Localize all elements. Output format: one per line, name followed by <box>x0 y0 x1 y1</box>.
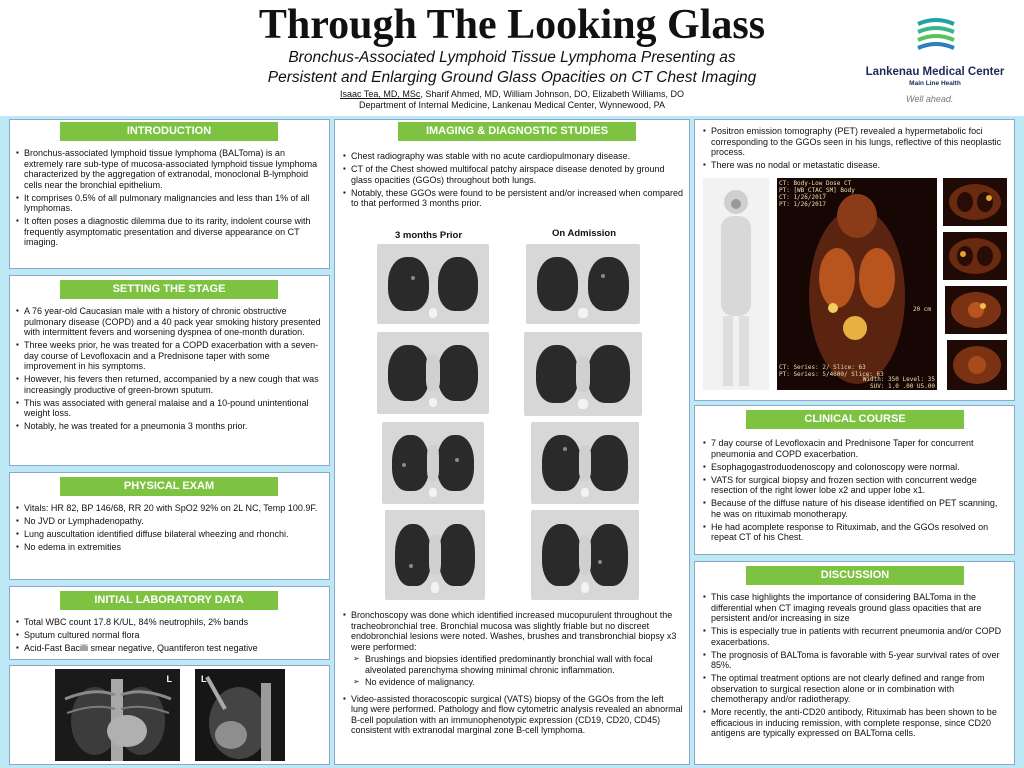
overlay-line: PT: [WB_CTAC_SM] Body <box>779 187 855 194</box>
overlay-line: Width: 350 Level: 35 <box>862 376 935 383</box>
pet-list <box>703 126 1008 173</box>
discussion-list <box>703 592 1008 741</box>
xray-side-marker: L <box>166 674 172 684</box>
overlay-line: CT: Body-Low Dose CT <box>779 180 852 187</box>
exam-title: PHYSICAL EXAM <box>60 477 278 496</box>
stage-title: SETTING THE STAGE <box>60 280 278 299</box>
overlay-line: PT: 1/26/2017 <box>779 201 826 208</box>
xray-side-marker: L <box>201 674 207 684</box>
course-title: CLINICAL COURSE <box>746 410 964 429</box>
list-item: ▪ Total WBC count 17.8 K/UL, 84% neutrophils, 2% bands <box>16 617 324 628</box>
overlay-line: CT: Series: 2/ Slice: 63 <box>779 364 866 371</box>
pet-axial-image-1 <box>943 178 1007 226</box>
labs-panel <box>9 586 330 660</box>
chest-xray-pa-image <box>55 669 180 761</box>
list-item: ▪ It comprises 0.5% of all pulmonary malignancies and less than 1% of all lymphomas. <box>16 193 324 214</box>
list-item: ▪ Chest radiography was stable with no acute cardiopulmonary disease. <box>343 151 683 162</box>
list-item: ▪ Notably, these GGOs were found to be persistent and/or increased when compared to that performed 3 months prior. <box>343 188 683 209</box>
introduction-title: INTRODUCTION <box>60 122 278 141</box>
list-item: ▪ VATS for surgical biopsy and frozen section with concurrent wedge resection of the right lower lobe x2 and upper lobe x1. <box>703 475 1008 496</box>
list-item <box>343 610 683 688</box>
list-item: ▪ It often poses a diagnostic dilemma due to its rarity, indolent course with frequently asymptomatic presentation and diverse appearance on CT imaging. <box>16 216 324 248</box>
list-item: ▪ Acid-Fast Bacilli smear negative, Quantiferon test negative <box>16 643 324 654</box>
list-item: ▪ Esophagogastroduodenoscopy and colonoscopy were normal. <box>703 462 1008 473</box>
ct-image-prior-4 <box>385 510 485 600</box>
ct-image-prior-3 <box>382 422 484 504</box>
ct-image-admission-3 <box>531 422 639 504</box>
discussion-panel <box>694 561 1015 765</box>
subtitle-line-1: Bronchus-Associated Lymphoid Tissue Lymphoma Presenting as <box>288 49 736 66</box>
pet-ct-fusion-image <box>777 178 937 390</box>
list-item: ▪ 7 day course of Levofloxacin and Prednisone Taper for concurrent pneumonia and COPD exacerbation. <box>703 438 1008 459</box>
course-panel <box>694 405 1015 555</box>
list-item: ▪ This is especially true in patients with recurrent pneumonia and/or COPD exacerbations. <box>703 626 1008 647</box>
caption-on-admission: On Admission <box>552 228 617 239</box>
logo-subname: Main Line Health <box>909 80 961 87</box>
imaging-title: IMAGING & DIAGNOSTIC STUDIES <box>398 122 636 141</box>
list-item: ▪ Bronchus-associated lymphoid tissue lymphoma (BALToma) is an extremely rare sub-type of mucosa-associated lymphoid tissue lymphoma characterized by the aggregation of extranodal, monoclonal B-lymphoid cells near the bronchial epithelium. <box>16 148 324 190</box>
pet-axial-image-2 <box>943 232 1007 280</box>
department: Department of Internal Medicine, Lankenau Medical Center, Wynnewood, PA <box>359 100 665 110</box>
bronchoscopy-findings <box>351 654 683 688</box>
list-item: ▪ Positron emission tomography (PET) revealed a hypermetabolic foci corresponding to the GGOs seen in his lungs, reflective of this neoplastic process. <box>703 126 1008 158</box>
pet-fusion-drawing <box>777 178 937 390</box>
exam-panel <box>9 472 330 580</box>
stage-panel <box>9 275 330 466</box>
list-item: ▪ A 76 year-old Caucasian male with a history of chronic obstructive pulmonary disease (COPD) and a 40 pack year smoking history presented with intermittent fevers and worsening dyspnea of one-month duration. <box>16 306 324 338</box>
logo-name: Lankenau Medical Center <box>865 66 1005 78</box>
pet-axial-image-4 <box>947 340 1007 390</box>
list-item: ▪ Three weeks prior, he was treated for a COPD exacerbation with a seven-day course of Levofloxacin and a Prednisone taper with some improvement in his symptoms. <box>16 340 324 372</box>
list-item: ▪ More recently, the anti-CD20 antibody, Rituximab has been shown to be efficacious in inducing remission, with complete response, since CD20 antigens are typically expressed on BALToma cells. <box>703 707 1008 739</box>
pet-panel <box>694 119 1015 401</box>
exam-list <box>16 503 324 555</box>
overlay-line: SUV: 1.0 .00 U5.00 <box>869 383 935 390</box>
authors <box>200 89 824 100</box>
other-authors: , Sharif Ahmed, MD, William Johnson, DO, Elizabeth Williams, DO <box>420 89 684 99</box>
xray-pa-drawing <box>55 669 180 761</box>
list-item: ▪ The prognosis of BALToma is favorable with 5-year survival rates of over 85%. <box>703 650 1008 671</box>
imaging-list <box>343 151 683 211</box>
caption-3-months-prior: 3 months Prior <box>395 230 463 241</box>
subtitle-line-2: Persistent and Enlarging Ground Glass Opacities on CT Chest Imaging <box>267 69 757 86</box>
poster-subtitle <box>200 48 824 88</box>
list-item: ▪ Video-assisted thoracoscopic surgical (VATS) biopsy of the GGOs from the left lung were performed. Pathology and flow cytometric analysis revealed an abnormal B-cell population with an immunophenotypic expression (CD19, CD20, CD45) consistent with extranodal marginal zone B-cell lymphoma. <box>343 694 683 736</box>
list-item: ➢ Brushings and biopsies identified predominantly bronchial wall with focal alveolated parenchyma showing minimal chronic inflammation. <box>351 654 683 675</box>
labs-list <box>16 617 324 656</box>
pet-axial-image-3 <box>945 286 1007 334</box>
list-item: ▪ However, his fevers then returned, accompanied by a new cough that was increasingly productive of green-brown sputum. <box>16 374 324 395</box>
poster-header <box>0 0 1024 116</box>
list-item: ▪ This case highlights the importance of considering BALToma in the differential when CT imaging reveals ground glass opacities that are persistent and/or increasing in size <box>703 592 1008 624</box>
ct-image-admission-4 <box>531 510 639 600</box>
bronchoscopy-text: Bronchoscopy was done which identified increased mucopurulent throughout the tracheobronchial tree. Bronchial mucosa was slightly friable but no discreet endobronchial lesions were noted. Washes, brushes and transbronchial biopsy x3 were performed: <box>351 610 677 652</box>
xray-panel <box>9 665 330 765</box>
xray-lateral-drawing <box>195 669 285 761</box>
stage-list <box>16 306 324 434</box>
list-item: ➢ No evidence of malignancy. <box>351 677 683 688</box>
list-item: ▪ No JVD or Lymphadenopathy. <box>16 516 324 527</box>
list-item: ▪ This was associated with general malaise and a 10-pound unintentional weight loss. <box>16 398 324 419</box>
imaging-panel <box>334 119 690 765</box>
first-author: Isaac Tea, MD, MSc <box>340 89 421 99</box>
introduction-panel <box>9 119 330 269</box>
poster-title: Through The Looking Glass <box>258 2 766 48</box>
pet-mip-drawing <box>703 178 769 390</box>
procedure-list <box>343 610 683 738</box>
ct-image-prior-1 <box>377 244 489 324</box>
discussion-title: DISCUSSION <box>746 566 964 585</box>
list-item: ▪ The optimal treatment options are not clearly defined and range from observation to surgical resection alone or in combination with chemotherapy and/or radiotherapy. <box>703 673 1008 705</box>
logo-tagline: Well ahead. <box>906 94 954 104</box>
list-item: ▪ There was no nodal or metastatic disease. <box>703 160 1008 171</box>
ct-image-admission-2 <box>524 332 642 416</box>
ct-image-prior-2 <box>377 332 489 414</box>
introduction-list <box>16 148 324 250</box>
list-item: ▪ Vitals: HR 82, BP 146/68, RR 20 with SpO2 92% on 2L NC, Temp 100.9F. <box>16 503 324 514</box>
list-item: ▪ Sputum cultured normal flora <box>16 630 324 641</box>
overlay-line: CT: 1/26/2017 <box>779 194 826 201</box>
hospital-logo <box>860 14 1010 104</box>
labs-title: INITIAL LABORATORY DATA <box>60 591 278 610</box>
list-item: ▪ CT of the Chest showed multifocal patchy airspace disease denoted by ground glass opacities (GGOs) throughout both lungs. <box>343 164 683 185</box>
list-item: ▪ Because of the diffuse nature of his disease identified on PET scanning, he was on rituximab monotherapy. <box>703 498 1008 519</box>
list-item: ▪ Lung auscultation identified diffuse bilateral wheezing and rhonchi. <box>16 529 324 540</box>
pet-mip-image <box>703 178 769 390</box>
logo-mark-icon <box>914 14 958 52</box>
ct-image-admission-1 <box>526 244 640 324</box>
list-item: ▪ Notably, he was treated for a pneumonia 3 months prior. <box>16 421 324 432</box>
chest-xray-lateral-image <box>195 669 285 761</box>
list-item: ▪ No edema in extremities <box>16 542 324 553</box>
overlay-line: PT: Series: 5/4600/ Slice: 63 <box>779 371 884 378</box>
course-list <box>703 438 1008 545</box>
pet-overlay-window <box>863 376 935 390</box>
pet-scale-label: 20 cm <box>912 306 931 313</box>
pet-overlay-top <box>779 180 855 208</box>
list-item: ▪ He had acomplete response to Rituximab, and the GGOs resolved on repeat CT of his Chest. <box>703 522 1008 543</box>
